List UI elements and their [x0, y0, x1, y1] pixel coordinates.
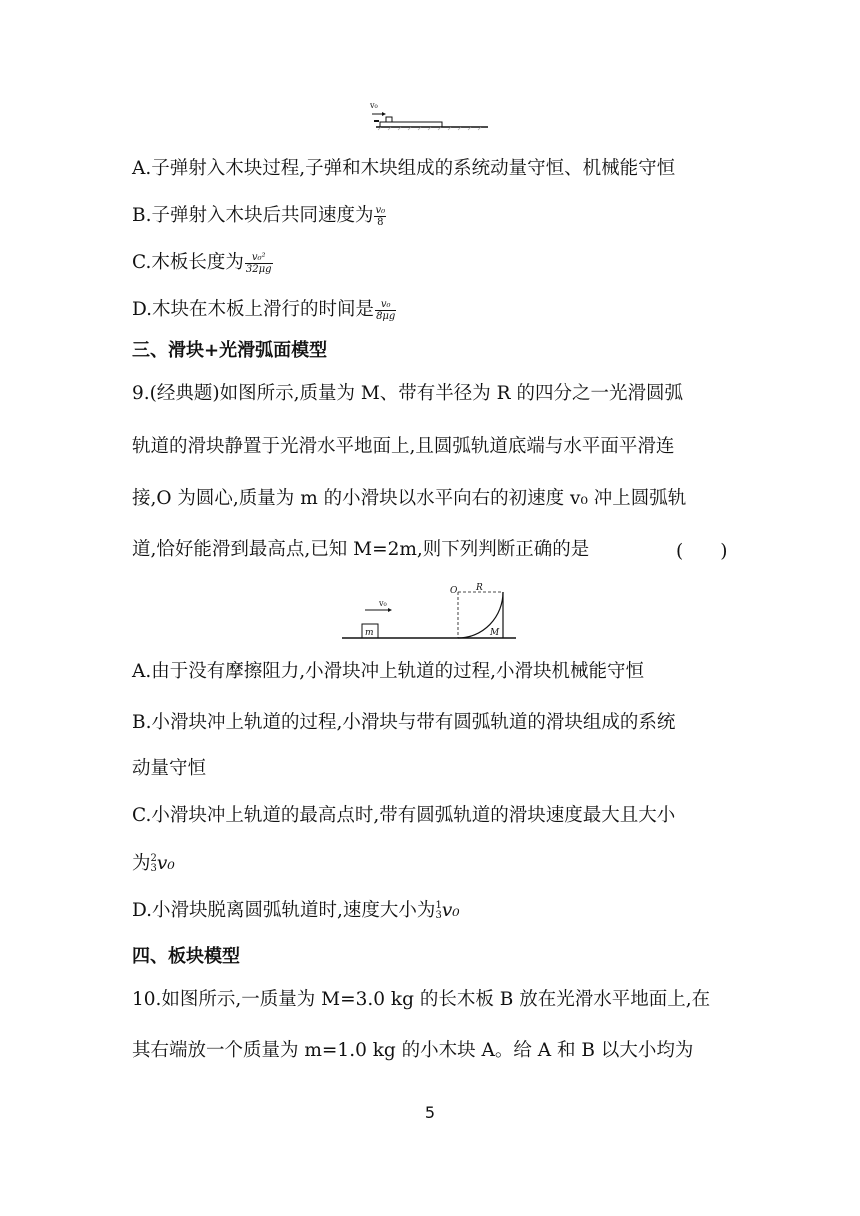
q9-option-d-velocity: v₀	[441, 900, 460, 921]
fig2-small-block-label: m	[365, 628, 374, 638]
fig2-velocity-label: v₀	[379, 599, 387, 608]
q8-option-c-text: C.木板长度为	[132, 252, 244, 273]
page-number: 5	[424, 1103, 436, 1122]
q9-option-a: A.由于没有摩擦阻力,小滑块冲上轨道的过程,小滑块机械能守恒	[132, 661, 645, 682]
fig1-bullet	[374, 120, 379, 122]
q8-option-b	[132, 203, 387, 229]
q10-line-1: 10.如图所示,一质量为 M=3.0 kg 的长木板 B 放在光滑水平地面上,在	[132, 989, 711, 1010]
fig2-slider-label: M	[490, 628, 500, 638]
figure-bullet-block-board	[360, 96, 500, 136]
fig2-radius-label: R	[476, 583, 483, 593]
fraction-numerator: v₀²	[245, 252, 273, 264]
q9-line-4: 道,恰好能滑到最高点,已知 M=2m,则下列判断正确的是	[132, 539, 590, 560]
q8-option-c-fraction	[245, 252, 273, 275]
q8-option-a: A.子弹射入木块过程,子弹和木块组成的系统动量守恒、机械能守恒	[132, 158, 676, 179]
fig2-center-label: O	[450, 586, 458, 596]
q9-option-c-line-2	[132, 851, 175, 877]
section-3-heading: 三、滑块+光滑弧面模型	[132, 340, 328, 361]
fraction-denominator: 8	[377, 216, 384, 228]
fraction-denominator: 3	[150, 863, 157, 874]
fraction-numerator: v₀	[375, 299, 396, 311]
fraction-numerator: v₀	[375, 204, 386, 216]
q9-line-2: 轨道的滑块静置于光滑水平地面上,且圆弧轨道底端与水平面平滑连	[132, 436, 675, 457]
q9-line-3: 接,O 为圆心,质量为 m 的小滑块以水平向右的初速度 v₀ 冲上圆弧轨	[132, 488, 687, 509]
q9-line-1: 9.(经典题)如图所示,质量为 M、带有半径为 R 的四分之一光滑圆弧	[132, 383, 683, 404]
q9-option-c-velocity: v₀	[156, 853, 175, 874]
fraction-denominator: 3	[435, 910, 442, 921]
q9-option-b-line-1: B.小滑块冲上轨道的过程,小滑块与带有圆弧轨道的滑块组成的系统	[132, 712, 676, 733]
fraction-numerator: 2	[150, 853, 157, 864]
q8-option-d	[132, 297, 397, 323]
fraction-denominator: 32μg	[245, 263, 272, 275]
fig1-block	[386, 117, 392, 122]
q9-option-d-text: D.小滑块脱离圆弧轨道时,速度大小为	[132, 900, 436, 921]
q9-option-d	[132, 898, 460, 924]
fraction-numerator: 1	[435, 900, 442, 911]
fig1-velocity-label: v₀	[370, 101, 378, 110]
q8-option-c	[132, 250, 274, 276]
q9-option-b-line-2: 动量守恒	[132, 758, 207, 779]
q9-option-c-prefix: 为	[132, 853, 151, 874]
q8-option-d-fraction	[375, 299, 396, 322]
q9-option-c-line-1: C.小滑块冲上轨道的最高点时,带有圆弧轨道的滑块速度最大且大小	[132, 805, 676, 826]
answer-blank: ( )	[676, 541, 728, 562]
fraction-denominator: 8μg	[376, 310, 396, 322]
section-4-heading: 四、板块模型	[132, 946, 240, 967]
q8-option-b-text: B.子弹射入木块后共同速度为	[132, 205, 374, 226]
q10-line-2: 其右端放一个质量为 m=1.0 kg 的小木块 A。给 A 和 B 以大小均为	[132, 1040, 694, 1061]
figure-arc-slider	[340, 580, 520, 644]
q8-option-d-text: D.木块在木板上滑行的时间是	[132, 299, 375, 320]
q8-option-b-fraction	[374, 205, 386, 228]
